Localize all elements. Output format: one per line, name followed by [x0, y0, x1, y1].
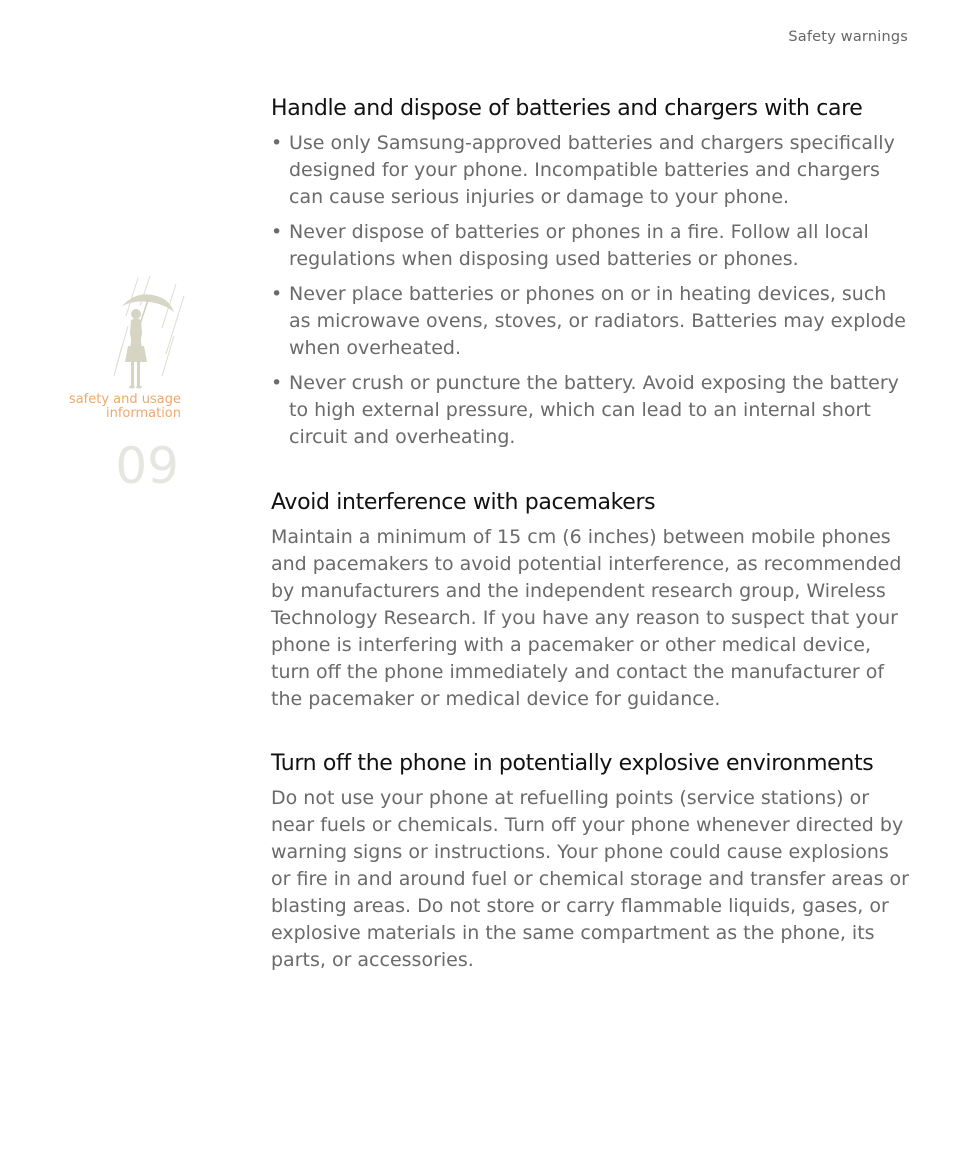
chapter-number: 09 [115, 437, 179, 495]
bullet-item: • Never dispose of batteries or phones in a fire. Follow all local regulations when disposing used batteries or phones. [271, 219, 911, 273]
running-header: Safety warnings [788, 29, 908, 45]
section-heading: Turn off the phone in potentially explosive environments [271, 751, 874, 776]
bullet-list [271, 130, 911, 451]
bullet-item: • Never crush or puncture the battery. Avoid exposing the battery to high external pressure, which can lead to an internal short circuit and overheating. [271, 370, 911, 451]
section-paragraph: Maintain a minimum of 15 cm (6 inches) between mobile phones and pacemakers to avoid potential interference, as recommended by manufacturers and the independent research group, Wireless Technology Research. If you have any reason to suspect that your phone is interfering with a pacemaker or other medical device, turn off the phone immediately and contact the manufacturer of the pacemaker or medical device for guidance. [271, 526, 902, 710]
section-batteries [271, 95, 911, 451]
section-heading: Handle and dispose of batteries and chargers with care [271, 96, 863, 121]
section-paragraph: Do not use your phone at refuelling points (service stations) or near fuels or chemicals. Turn off your phone whenever directed by warning signs or instructions. Your phone could cause explosions or fire in and around fuel or chemical storage and transfer areas or blasting areas. Do not store or carry flammable liquids, gases, or explosive materials in the same compartment as the phone, its parts, or accessories. [271, 787, 909, 971]
sidebar-label-line2: information [105, 406, 181, 421]
sidebar-label-line1: safety and usage [68, 392, 181, 407]
bullet-item: • Never place batteries or phones on or in heating devices, such as microwave ovens, stoves, or radiators. Batteries may explode when overheated. [271, 281, 911, 362]
woman-with-umbrella-icon [104, 276, 190, 394]
section-pacemakers [271, 489, 911, 713]
section-heading: Avoid interference with pacemakers [271, 490, 656, 515]
sidebar-chapter-label [11, 393, 181, 421]
bullet-item: • Use only Samsung-approved batteries and chargers specifically designed for your phone. Incompatible batteries and chargers can cause serious injuries or damage to your phone. [271, 130, 911, 211]
main-content [271, 95, 911, 974]
section-explosive-environments [271, 750, 911, 974]
